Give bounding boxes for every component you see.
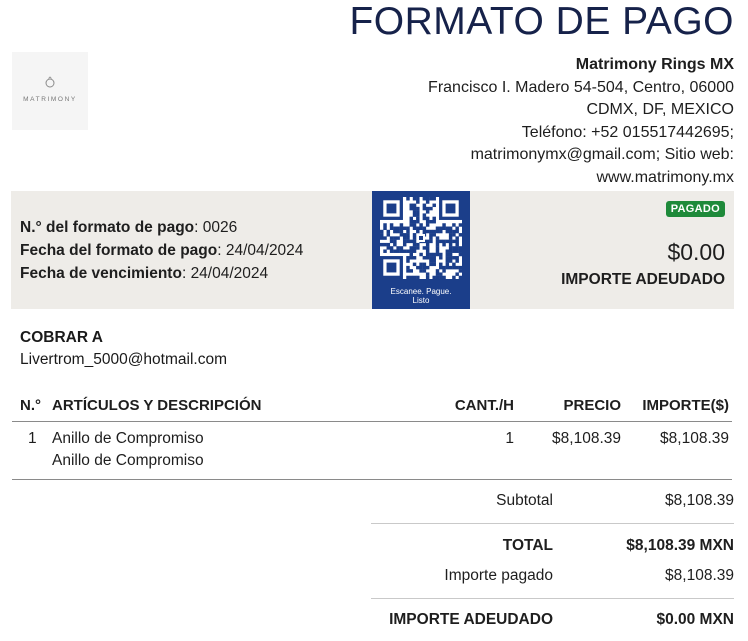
column-header-number: N.° <box>20 397 41 414</box>
balance-due-label: IMPORTE ADEUDADO <box>389 611 553 628</box>
company-address-line2: CDMX, DF, MEXICO <box>586 101 734 119</box>
summary-divider-1 <box>371 523 734 524</box>
amount-due-label: IMPORTE ADEUDADO <box>561 271 725 288</box>
row-quantity: 1 <box>505 430 514 447</box>
bill-to-label: COBRAR A <box>20 329 103 346</box>
company-logo <box>12 52 88 130</box>
row-item-name: Anillo de Compromiso <box>52 430 204 447</box>
table-header-divider <box>12 421 732 422</box>
document-title: FORMATO DE PAGO <box>349 0 734 43</box>
meta-number-label: N.° del formato de pago <box>20 219 195 236</box>
ring-icon <box>44 76 56 88</box>
total-value: $8,108.39 MXN <box>626 537 734 554</box>
meta-due-label: Fecha de vencimiento <box>20 265 182 282</box>
balance-due-value: $0.00 MXN <box>656 611 734 628</box>
document-meta <box>20 216 303 285</box>
column-header-price: PRECIO <box>563 397 621 414</box>
qr-caption <box>372 287 470 305</box>
company-name: Matrimony Rings MX <box>575 56 734 73</box>
subtotal-value: $8,108.39 <box>665 492 734 509</box>
company-address-line1: Francisco I. Madero 54-504, Centro, 06000 <box>428 78 734 96</box>
table-end-divider <box>12 479 732 480</box>
qr-caption-line2: Listo <box>412 296 430 305</box>
total-label: TOTAL <box>502 537 553 554</box>
qr-code-icon <box>380 197 462 279</box>
paid-label: Importe pagado <box>444 567 553 584</box>
logo-wordmark: MATRIMONY <box>23 96 77 103</box>
row-item-description: Anillo de Compromiso <box>52 452 204 469</box>
qr-caption-line1: Escanee. Pague. <box>390 287 452 296</box>
qr-payment-card[interactable] <box>372 191 470 309</box>
column-header-amount: IMPORTE($) <box>642 397 729 414</box>
meta-date-row <box>20 239 303 262</box>
company-info <box>354 54 734 190</box>
meta-due-row <box>20 262 303 285</box>
column-header-description: ARTÍCULOS Y DESCRIPCIÓN <box>52 397 262 414</box>
meta-date-value: : 24/04/2024 <box>217 242 304 259</box>
paid-value: $8,108.39 <box>665 567 734 584</box>
company-phone: Teléfono: +52 015517442695; <box>521 123 734 141</box>
status-badge: PAGADO <box>666 201 725 217</box>
subtotal-label: Subtotal <box>496 492 553 509</box>
meta-due-value: : 24/04/2024 <box>181 265 269 282</box>
meta-date-label: Fecha del formato de pago <box>20 242 218 259</box>
qr-code[interactable] <box>380 197 462 279</box>
summary-divider-2 <box>371 598 734 599</box>
row-number: 1 <box>28 430 37 447</box>
company-email: matrimonymx@gmail.com; Sitio web: <box>470 146 734 164</box>
meta-number-value: : 0026 <box>194 219 238 236</box>
company-website: www.matrimony.mx <box>596 168 734 186</box>
bill-to-email: Livertrom_5000@hotmail.com <box>20 351 227 368</box>
row-amount: $8,108.39 <box>660 430 729 447</box>
row-price: $8,108.39 <box>552 430 621 447</box>
column-header-quantity: CANT./H <box>454 397 514 414</box>
meta-number-row <box>20 216 303 239</box>
amount-due-value: $0.00 <box>667 239 725 265</box>
